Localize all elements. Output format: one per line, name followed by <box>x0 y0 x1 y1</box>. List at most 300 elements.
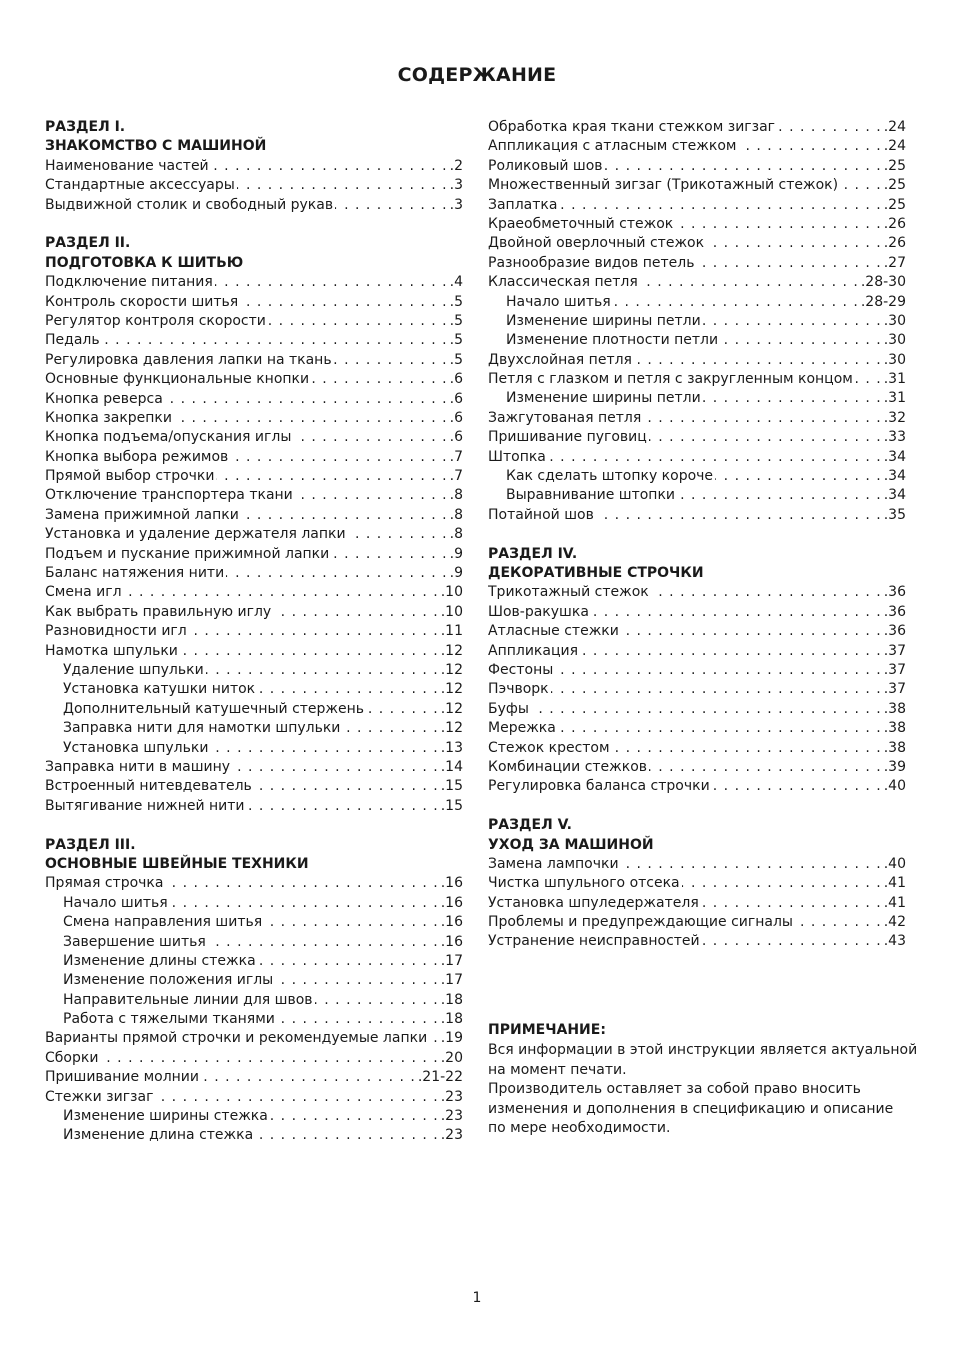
toc-section <box>45 836 463 1146</box>
toc-entry-title: Прямая строчка <box>45 875 164 892</box>
toc-dot-leader <box>315 991 439 1010</box>
toc-entry[interactable] <box>45 991 463 1010</box>
toc-dot-leader <box>558 719 882 738</box>
toc-entry[interactable] <box>488 855 906 874</box>
toc-section <box>45 234 463 816</box>
toc-dot-leader <box>268 312 448 331</box>
toc-dot-leader <box>206 661 439 680</box>
toc-dot-leader <box>247 797 439 816</box>
toc-column-left <box>45 118 463 1165</box>
toc-entry[interactable] <box>488 234 906 253</box>
toc-dot-leader <box>548 448 882 467</box>
toc-dot-leader <box>165 874 438 893</box>
toc-entry-page: .40 <box>883 778 906 795</box>
toc-entry[interactable] <box>45 176 463 195</box>
toc-entry-page: .8 <box>449 506 463 523</box>
toc-entry-title: Обработка края ткани стежком зигзаг <box>488 119 776 135</box>
page-title: СОДЕРЖАНИЕ <box>397 64 557 86</box>
toc-entry[interactable] <box>488 293 906 312</box>
toc-dot-leader <box>275 971 439 990</box>
toc-entry[interactable] <box>488 196 906 215</box>
toc-entry-page: .27 <box>883 254 906 271</box>
toc-entry-title: Изменение плотности петли <box>506 332 719 349</box>
toc-entry[interactable] <box>45 390 463 409</box>
toc-entry-title: Регулятор контроля скорости <box>45 312 266 329</box>
toc-dot-leader <box>697 254 882 273</box>
toc-entry-page: .10 <box>440 584 463 601</box>
toc-entry-page: .33 <box>883 429 906 446</box>
toc-dot-leader <box>255 1126 439 1145</box>
toc-entry[interactable] <box>488 137 906 156</box>
toc-dot-leader <box>331 545 447 564</box>
toc-dot-leader <box>237 176 448 195</box>
toc-entry-title: Замена лампочки <box>488 855 619 872</box>
toc-section <box>488 118 906 525</box>
toc-dot-leader <box>257 680 439 699</box>
toc-entry[interactable] <box>45 603 463 622</box>
toc-entry-page: .34 <box>883 448 906 465</box>
toc-entry-page: .5 <box>449 312 463 329</box>
toc-entry[interactable] <box>488 622 906 641</box>
toc-entry[interactable] <box>45 545 463 564</box>
toc-entry[interactable] <box>45 913 463 932</box>
toc-entry-title: Кнопка подъема/опускания иглы <box>45 429 292 446</box>
toc-dot-leader <box>240 293 447 312</box>
toc-dot-leader <box>621 855 882 874</box>
toc-entry-title: Сборки <box>45 1049 99 1066</box>
toc-dot-leader <box>682 874 882 893</box>
toc-dot-leader <box>712 777 882 796</box>
toc-entry[interactable] <box>45 874 463 893</box>
toc-dot-leader <box>241 506 448 525</box>
toc-entry-title: Разнообразие видов петель <box>488 254 695 271</box>
toc-entry-page: .20 <box>440 1049 463 1066</box>
toc-entry-title: Варианты прямой строчки и рекомендуемые лапки <box>45 1030 428 1047</box>
toc-entry-page: .25 <box>883 157 906 174</box>
section-heading: ЗНАКОМСТВО С МАШИНОЙ <box>45 138 267 155</box>
toc-entry-page: .41 <box>883 875 906 892</box>
toc-entry-page: .17 <box>440 952 463 969</box>
toc-entry[interactable] <box>45 1010 463 1029</box>
toc-entry-title: Смена направления шитья <box>63 914 263 931</box>
toc-entry-title: Аппликация <box>488 642 579 659</box>
toc-entry-page: .6 <box>449 429 463 446</box>
toc-entry[interactable] <box>45 952 463 971</box>
toc-dot-leader <box>102 331 448 350</box>
toc-entry[interactable] <box>488 932 906 951</box>
section-heading: ДЕКОРАТИВНЫЕ СТРОЧКИ <box>488 565 704 581</box>
toc-dot-leader <box>738 137 881 156</box>
section-heading: ПОДГОТОВКА К ШИТЬЮ <box>45 254 244 271</box>
toc-entry[interactable] <box>45 506 463 525</box>
toc-entry-page: .23 <box>440 1127 463 1144</box>
toc-dot-leader <box>677 486 882 505</box>
toc-section <box>488 816 906 952</box>
toc-entry-title: Направительные линии для швов <box>63 991 313 1008</box>
toc-entry[interactable] <box>45 680 463 699</box>
toc-entry[interactable] <box>45 739 463 758</box>
toc-entry-title: Установка шпульки <box>63 739 209 756</box>
toc-dot-leader <box>531 700 882 719</box>
toc-entry-page: .13 <box>440 739 463 756</box>
toc-entry-title: Трикотажный стежок <box>488 584 649 601</box>
toc-entry-title: Кнопка закрепки <box>45 409 172 426</box>
toc-dot-leader <box>180 642 439 661</box>
toc-entry[interactable] <box>45 1088 463 1107</box>
toc-entry[interactable] <box>488 370 906 389</box>
toc-entry-page: .12 <box>440 681 463 698</box>
toc-entry-title: Завершение шитья <box>63 933 206 950</box>
toc-entry-page: .4 <box>449 274 463 291</box>
toc-dot-leader <box>311 370 448 389</box>
toc-entry-title: Баланс натяжения нити <box>45 565 225 582</box>
toc-dot-leader <box>334 351 448 370</box>
toc-entry[interactable] <box>45 486 463 505</box>
toc-column-right <box>488 118 906 971</box>
toc-entry-title: Намотка шпульки <box>45 642 178 659</box>
toc-entry-page: .3 <box>449 177 463 194</box>
toc-entry-page: .5 <box>449 351 463 368</box>
toc-entry-page: .26 <box>883 235 906 252</box>
toc-entry[interactable] <box>488 739 906 758</box>
toc-entry-page: .6 <box>449 371 463 388</box>
toc-entry-title: Выдвижной столик и свободный рукав <box>45 196 334 213</box>
toc-entry-title: Начало шитья <box>506 293 611 310</box>
toc-entry[interactable] <box>45 700 463 719</box>
toc-entry-title: Стандартные аксессуары <box>45 177 235 194</box>
toc-entry[interactable] <box>45 642 463 661</box>
toc-entry-page: .39 <box>883 758 906 775</box>
toc-dot-leader <box>155 1088 438 1107</box>
toc-entry-page: .42 <box>883 914 906 931</box>
toc-entry-title: Двойной оверлочный стежок <box>488 235 705 252</box>
toc-entry[interactable] <box>488 312 906 331</box>
toc-dot-leader <box>230 448 447 467</box>
toc-entry[interactable] <box>45 564 463 583</box>
toc-entry-page: .38 <box>883 700 906 717</box>
toc-dot-leader <box>591 603 882 622</box>
toc-entry-title: Подключение питания <box>45 274 213 291</box>
toc-dot-leader <box>174 409 448 428</box>
page-number: 1 <box>472 1290 482 1306</box>
toc-entry[interactable] <box>488 642 906 661</box>
toc-dot-leader <box>613 293 859 312</box>
note-line: Вся информации в этой инструкции является актуальной <box>488 1042 918 1059</box>
toc-dot-leader <box>703 389 882 408</box>
section-label: РАЗДЕЛ V. <box>488 817 572 834</box>
toc-entry[interactable] <box>45 933 463 952</box>
toc-entry-title: Основные функциональные кнопки <box>45 371 310 388</box>
toc-dot-leader <box>258 952 439 971</box>
toc-entry[interactable] <box>488 157 906 176</box>
toc-entry-title: Контроль скорости шитья <box>45 293 239 310</box>
toc-entry[interactable] <box>45 583 463 602</box>
toc-entry[interactable] <box>45 777 463 796</box>
toc-dot-leader <box>215 273 448 292</box>
toc-entry[interactable] <box>45 448 463 467</box>
toc-entry-title: Педаль <box>45 332 100 349</box>
toc-entry[interactable] <box>45 331 463 350</box>
toc-entry-page: .30 <box>883 332 906 349</box>
toc-entry-title: Роликовый шов <box>488 157 603 174</box>
toc-dot-leader <box>295 486 448 505</box>
toc-section <box>488 545 906 797</box>
toc-entry[interactable] <box>488 603 906 622</box>
toc-entry-page: .25 <box>883 177 906 194</box>
toc-entry-title: Изменение ширины петли <box>506 312 701 329</box>
toc-dot-leader <box>216 467 447 486</box>
toc-dot-leader <box>100 1049 438 1068</box>
toc-entry-page: .18 <box>440 991 463 1008</box>
toc-entry[interactable] <box>45 293 463 312</box>
toc-entry[interactable] <box>488 913 906 932</box>
toc-entry[interactable] <box>45 1068 463 1087</box>
toc-entry-title: Регулировка баланса строчки <box>488 778 710 795</box>
toc-entry[interactable] <box>45 273 463 292</box>
toc-dot-leader <box>170 894 439 913</box>
toc-dot-leader <box>211 157 448 176</box>
toc-dot-leader <box>605 157 882 176</box>
toc-entry-page: .12 <box>440 642 463 659</box>
toc-entry[interactable] <box>45 312 463 331</box>
toc-dot-leader <box>621 622 882 641</box>
toc-dot-leader <box>429 1029 439 1048</box>
toc-entry[interactable] <box>45 971 463 990</box>
toc-section <box>45 118 463 215</box>
toc-dot-leader <box>596 506 882 525</box>
toc-entry-page: .5 <box>449 332 463 349</box>
toc-entry-page: .37 <box>883 681 906 698</box>
toc-dot-leader <box>348 525 448 544</box>
toc-entry-title: Изменение ширины стежка <box>63 1108 268 1125</box>
toc-dot-leader <box>264 913 439 932</box>
toc-dot-leader <box>208 933 439 952</box>
toc-entry[interactable] <box>45 196 463 215</box>
toc-entry-title: Замена прижимной лапки <box>45 506 239 523</box>
toc-entry[interactable] <box>488 409 906 428</box>
toc-entry-title: Кнопка выбора режимов <box>45 448 229 465</box>
toc-entry-page: .36 <box>883 603 906 620</box>
toc-entry[interactable] <box>488 894 906 913</box>
toc-entry-page: .15 <box>440 778 463 795</box>
toc-entry[interactable] <box>45 525 463 544</box>
toc-entry-page: .6 <box>449 390 463 407</box>
toc-dot-leader <box>580 642 882 661</box>
toc-entry-page: .34 <box>883 468 906 485</box>
toc-entry-title: Множественный зигзаг (Трикотажный стежок) <box>488 177 839 194</box>
toc-dot-leader <box>675 215 881 234</box>
toc-entry-title: Как сделать штопку короче <box>506 468 714 485</box>
toc-entry-title: Подъем и пускание прижимной лапки <box>45 545 330 562</box>
toc-entry[interactable] <box>488 215 906 234</box>
toc-entry-page: .16 <box>440 894 463 911</box>
toc-entry[interactable] <box>488 448 906 467</box>
toc-entry-page: .31 <box>883 390 906 407</box>
toc-entry-title: Пришивание пуговиц <box>488 429 647 446</box>
section-label: РАЗДЕЛ I. <box>45 119 126 135</box>
toc-dot-leader <box>226 564 447 583</box>
toc-entry[interactable] <box>488 506 906 525</box>
toc-entry[interactable] <box>488 700 906 719</box>
toc-entry[interactable] <box>45 1126 463 1145</box>
toc-entry[interactable] <box>45 1029 463 1048</box>
toc-entry-title: Пэчворк <box>488 681 549 698</box>
toc-entry[interactable] <box>488 467 906 486</box>
toc-dot-leader <box>232 758 439 777</box>
toc-entry-title: Заправка нити для намотки шпульки <box>63 720 341 737</box>
toc-entry[interactable] <box>488 273 906 292</box>
toc-entry-page: .26 <box>883 215 906 232</box>
toc-entry[interactable] <box>45 797 463 816</box>
toc-entry-page: .31 <box>883 371 906 388</box>
toc-dot-leader <box>254 777 439 796</box>
toc-entry[interactable] <box>45 157 463 176</box>
toc-entry-page: .38 <box>883 739 906 756</box>
toc-entry[interactable] <box>45 1049 463 1068</box>
toc-entry[interactable] <box>488 428 906 447</box>
toc-entry-title: Изменение длины стежка <box>63 952 256 969</box>
toc-entry-page: .8 <box>449 526 463 543</box>
toc-entry-page: .2 <box>449 157 463 174</box>
toc-entry-page: .16 <box>440 933 463 950</box>
toc-entry[interactable] <box>45 370 463 389</box>
toc-entry-page: .9 <box>449 545 463 562</box>
toc-entry[interactable] <box>45 719 463 738</box>
toc-dot-leader <box>634 351 882 370</box>
toc-dot-leader <box>277 1010 439 1029</box>
toc-entry-title: Кнопка реверса <box>45 390 163 407</box>
toc-entry-page: .28-30 <box>860 274 906 291</box>
toc-dot-leader <box>366 700 439 719</box>
toc-dot-leader <box>703 312 882 331</box>
toc-dot-leader <box>201 1068 416 1087</box>
toc-entry-title: Отключение транспортера ткани <box>45 487 293 504</box>
section-heading: УХОД ЗА МАШИНОЙ <box>488 836 654 853</box>
toc-entry-title: Как выбрать правильную иглу <box>45 603 272 620</box>
toc-entry-title: Двухслойная петля <box>488 351 632 368</box>
toc-entry-title: Установка шпуледержателя <box>488 894 699 911</box>
toc-entry[interactable] <box>45 758 463 777</box>
toc-entry-title: Заплатка <box>488 196 558 213</box>
toc-entry-title: Встроенный нитевдеватель <box>45 778 252 795</box>
toc-dot-leader <box>551 680 882 699</box>
toc-entry-page: .3 <box>449 196 463 213</box>
toc-entry-page: .12 <box>440 662 463 678</box>
note-line: по мере необходимости. <box>488 1120 671 1137</box>
toc-entry-page: .7 <box>449 468 463 485</box>
toc-dot-leader <box>702 932 882 951</box>
toc-entry-title: Прямой выбор строчки <box>45 468 215 485</box>
toc-entry-page: .43 <box>883 933 906 950</box>
toc-dot-leader <box>640 273 859 292</box>
toc-entry-title: Изменение длина стежка <box>63 1127 254 1144</box>
toc-entry-page: .10 <box>440 603 463 620</box>
toc-entry[interactable] <box>45 894 463 913</box>
toc-entry[interactable] <box>488 719 906 738</box>
toc-entry[interactable] <box>45 467 463 486</box>
toc-dot-leader <box>795 913 882 932</box>
toc-dot-leader <box>293 428 447 447</box>
toc-entry[interactable] <box>488 486 906 505</box>
toc-entry-title: Установка катушки ниток <box>63 681 256 698</box>
toc-entry[interactable] <box>45 1107 463 1126</box>
toc-entry[interactable] <box>488 118 906 137</box>
toc-entry-title: Аппликация с атласным стежком <box>488 138 737 155</box>
note-text <box>488 1041 918 1138</box>
toc-entry-title: Вытягивание нижней нити <box>45 797 245 814</box>
toc-entry-title: Стежки зигзаг <box>45 1088 154 1105</box>
section-label: РАЗДЕЛ III. <box>45 836 136 853</box>
toc-dot-leader <box>643 409 881 428</box>
toc-entry[interactable] <box>488 680 906 699</box>
toc-entry[interactable] <box>488 661 906 680</box>
toc-entry-title: Классическая петля <box>488 274 638 291</box>
toc-entry-title: Дополнительный катушечный стержень <box>63 700 365 717</box>
toc-dot-leader <box>555 661 881 680</box>
toc-entry-page: .14 <box>440 758 463 775</box>
toc-dot-leader <box>649 758 882 777</box>
toc-entry-page: .40 <box>883 855 906 872</box>
toc-entry-title: Краеобметочный стежок <box>488 215 674 232</box>
toc-entry[interactable] <box>488 583 906 602</box>
toc-dot-leader <box>124 583 439 602</box>
toc-entry[interactable] <box>45 661 463 680</box>
toc-entry-title: Комбинации стежков <box>488 758 648 775</box>
toc-entry[interactable] <box>488 758 906 777</box>
toc-dot-leader <box>270 1107 439 1126</box>
toc-dot-leader <box>342 719 438 738</box>
toc-entry-page: .8 <box>449 487 463 504</box>
toc-dot-leader <box>701 894 882 913</box>
toc-dot-leader <box>210 739 438 758</box>
toc-entry[interactable] <box>45 409 463 428</box>
toc-entry-page: .16 <box>440 914 463 931</box>
toc-entry-page: .37 <box>883 661 906 678</box>
note-line: Производитель оставляет за собой право вносить <box>488 1081 861 1098</box>
toc-dot-leader <box>706 234 882 253</box>
toc-entry-title: Потайной шов <box>488 506 594 523</box>
toc-dot-leader <box>649 428 882 447</box>
toc-entry[interactable] <box>488 254 906 273</box>
toc-entry-title: Выравнивание штопки <box>506 487 676 504</box>
toc-entry[interactable] <box>488 351 906 370</box>
toc-entry-page: .11 <box>440 623 463 640</box>
toc-entry-page: .6 <box>449 409 463 426</box>
toc-entry[interactable] <box>488 389 906 408</box>
toc-entry[interactable] <box>45 351 463 370</box>
toc-entry-page: .21-22 <box>417 1069 463 1086</box>
toc-entry-title: Атласные стежки <box>488 623 619 640</box>
toc-entry-page: .32 <box>883 409 906 426</box>
toc-entry-title: Стежок крестом <box>488 739 610 756</box>
toc-dot-leader <box>855 370 882 389</box>
toc-entry[interactable] <box>45 428 463 447</box>
toc-entry-title: Буфы <box>488 700 529 717</box>
note-line: на момент печати. <box>488 1061 627 1078</box>
toc-entry-page: .12 <box>440 720 463 737</box>
toc-entry-title: Штопка <box>488 448 546 465</box>
toc-entry-title: Изменение положения иглы <box>63 972 274 989</box>
toc-entry[interactable] <box>488 176 906 195</box>
toc-entry-title: Регулировка давления лапки на ткань <box>45 351 332 368</box>
toc-entry-page: .19 <box>440 1030 463 1047</box>
toc-entry[interactable] <box>488 874 906 893</box>
toc-entry[interactable] <box>488 777 906 796</box>
toc-entry-title: Пришивание молнии <box>45 1069 199 1086</box>
toc-entry[interactable] <box>45 622 463 641</box>
toc-entry[interactable] <box>488 331 906 350</box>
toc-entry-title: Начало шитья <box>63 894 168 911</box>
